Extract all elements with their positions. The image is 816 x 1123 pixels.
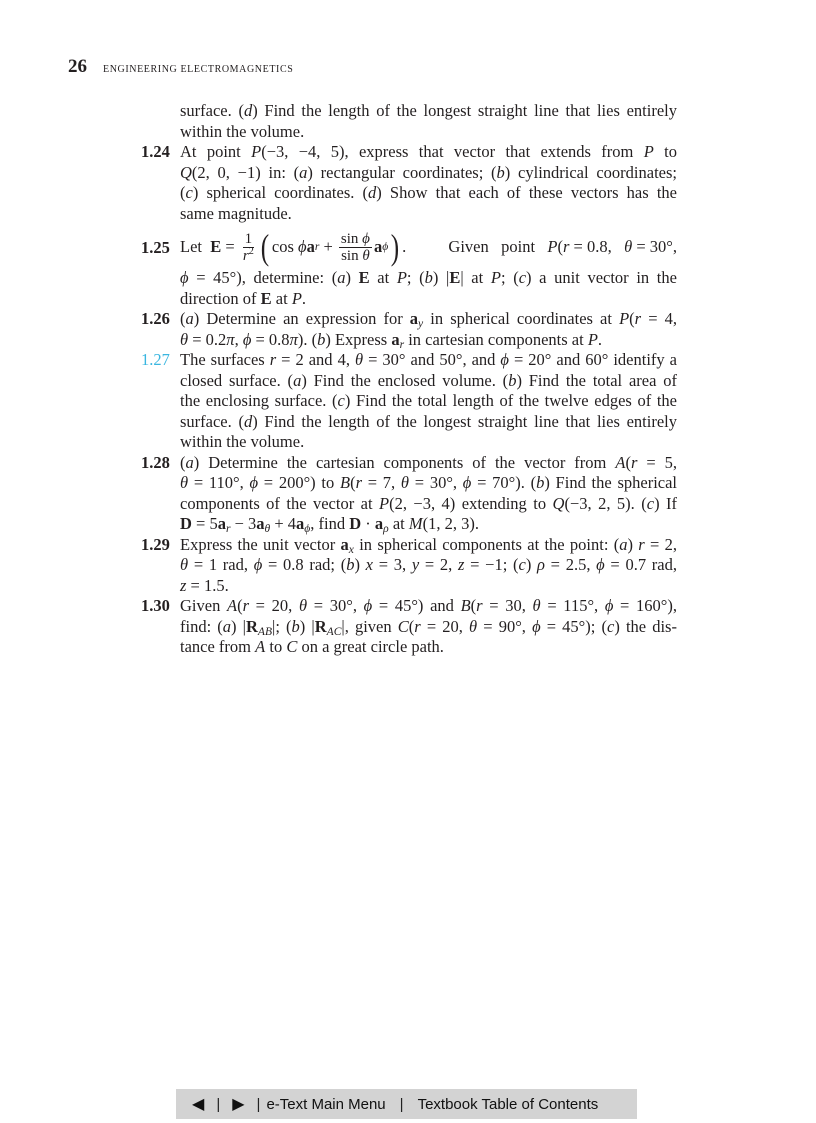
problem-number: 1.28 [141,452,170,472]
problem-number-link[interactable]: 1.27 [141,350,170,369]
book-title: ENGINEERING ELECTROMAGNETICS [103,64,294,75]
nav-separator: | [399,1095,404,1113]
problem-1-29: 1.29 Express the unit vector $a_x$ in spherical components at the point: (a) r = 2, θ = 1 rad, ϕ = 0.8 rad; (b) x = 3, y = 2, z = −1; (c) ρ = 2.5, ϕ = 0.7 rad, z = 1.5. [141,534,678,595]
problem-1-24: 1.24 At point P(−3, −4, 5), express that vector that extends from P to Q(2, 0, −1) in: (a) rectangular coordinates; (b) cylindrical coordinates; (c) spherical coordinates. (d) Show that each of these vectors has the same magnitude. [141,142,677,223]
etext-nav-bar [176,1089,637,1119]
continued-text [141,101,677,142]
textbook-toc-link[interactable]: Textbook Table of Contents [417,1095,599,1113]
problem-list [141,101,677,658]
problem-1-30: 1.30 Given A(r = 20, θ = 30°, ϕ = 45°) and B(r = 30, θ = 115°, ϕ = 160°), find: (a) $|R_{AB}|$; (b) $|R_{AC}|$, given C(r = 20, θ = 90°, ϕ = 45°); (c) the dis- tance from A to C on a great circle path. [141,596,678,656]
problem-1-26: 1.26 (a) Determine an expression for $a_y$ in spherical coordinates at P(r = 4, θ = 0.2π, ϕ = 0.8π). (b) Express $a_r$ in cartesian components at P. [141,309,677,351]
problem-number: 1.29 [141,534,170,554]
problem-1-27: 1.27 The surfaces r = 2 and 4, θ = 30° and 50°, and ϕ = 20° and 60° identify a closed surface. (a) Find the enclosed volume. (b) Find the total area of the enclosing surface. (c) Find the total length of the twelve edges of the surface. (d) Find the length of the longest straight line that lies entirely within the volume. [141,350,678,451]
page-number: 26 [68,56,87,77]
problem-1-25: 1.25 Let E = $\frac{1}{r^2}$ ( cos ϕ a r + $\frac{\text{sin ϕ}}{\text{sin θ}}$ a ϕ ) . Given point P(r = 0.8, θ = 30°, ϕ = 45°), determine: (a) E at P; (b) |E| at P; (c) a unit vector in the direction of E at P. [141,227,677,308]
running-head [68,56,293,82]
problem-number: 1.24 [141,142,170,161]
lead-line: within the volume. [180,121,305,141]
problem-1-28: 1.28 (a) Determine the cartesian components of the vector from A(r = 5, θ = 110°, ϕ = 200°) to B(r = 7, θ = 30°, ϕ = 70°). (b) Find the spherical components of the vector at P(2, −3, 4) extending to Q(−3, 2, 5). (c) If $D = 5a_r - 3a_\theta + 4a_\phi$, find $D \cdot a_\rho$ at M(1, 2, 3). [141,452,678,535]
nav-separator: | [256,1095,261,1113]
nav-separator: | [216,1095,221,1113]
field-equation: Let E = $\frac{1}{r^2}$ ( cos ϕ a r + $\frac{\text{sin ϕ}}{\text{sin θ}}$ a ϕ ) . Given point P(r = 0.8, θ = 30°, [180,227,677,267]
problem-number: 1.25 [141,238,170,257]
problem-number: 1.26 [141,309,170,328]
next-page-icon[interactable]: ▶ [232,1096,245,1113]
etext-main-menu-link[interactable]: e-Text Main Menu [266,1095,386,1113]
previous-page-icon[interactable]: ◀ [192,1096,205,1113]
lead-line: surface. (d) Find the length of the longest straight line that lies entirely [180,101,677,120]
problem-number: 1.30 [141,596,170,615]
